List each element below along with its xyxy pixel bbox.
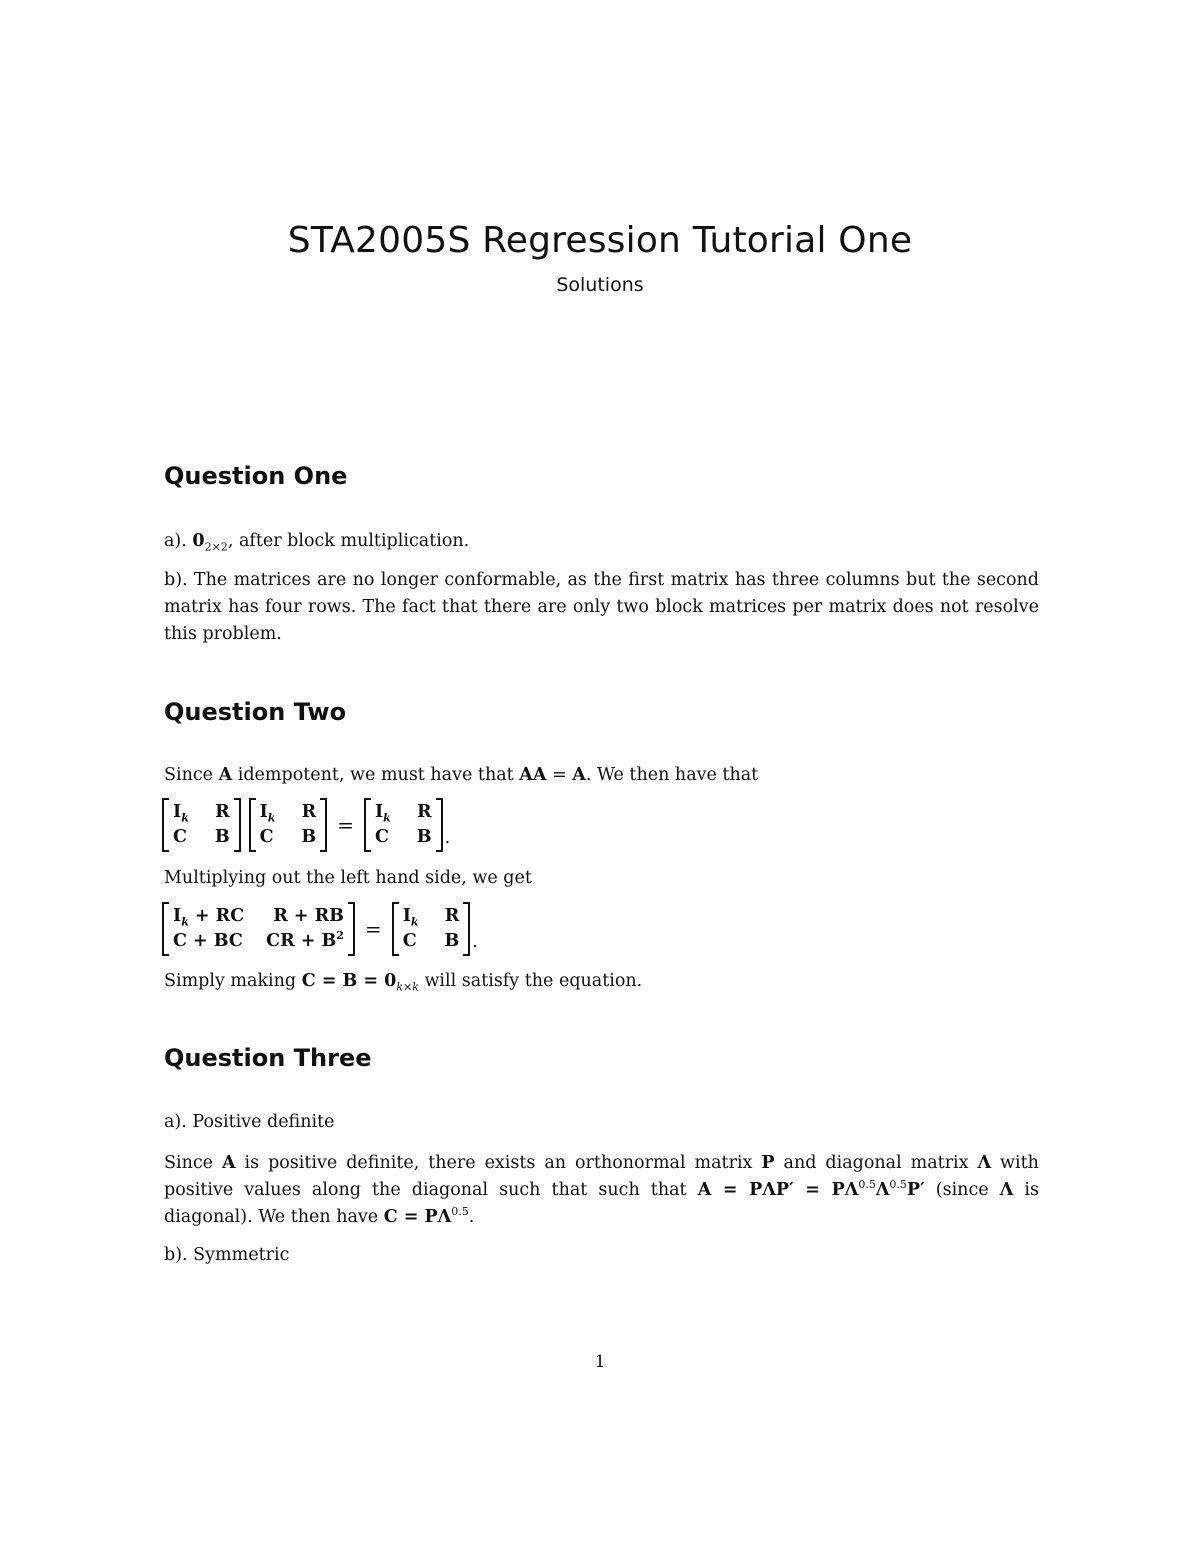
q2-line1-A2: A	[572, 765, 586, 785]
page-title: STA2005S Regression Tutorial One	[287, 220, 913, 261]
q1-part-a	[164, 528, 1039, 555]
page-subtitle: Solutions	[556, 274, 644, 296]
equals-sign: =	[337, 813, 354, 837]
q2-line1-AA: AA	[519, 765, 547, 785]
product-matrix: $I_k$ + RC R + RB C + BC CR + $B^2$	[162, 902, 355, 956]
q2-line1	[164, 762, 1039, 789]
q2-line1-a: Since	[164, 765, 214, 785]
matrix-3: $I_k$ R C B	[364, 798, 443, 852]
rhs-matrix: $I_k$ R C B	[392, 902, 471, 956]
q3-part-a-text: Since A is positive definite, there exists an orthonormal matrix P and diagonal matrix Λ with positive values along the diagonal such that such that $A = P\Lambda P' = P\Lambda^{0.5}\Lambda^{0.5}P'$ (since Λ is diagonal). We then have $C = P\Lambda^{0.5}$.	[164, 1153, 1039, 1227]
q3-part-a-label: a). Positive definite	[164, 1112, 335, 1132]
question-three-heading: Question Three	[164, 1044, 372, 1072]
q2-line1-eq: =	[552, 765, 567, 785]
matrix-1: $I_k$ R C B	[162, 798, 241, 852]
q2-line3: Simply making $C = B = 0_{k\times k}$ will satisfy the equation.	[164, 971, 643, 994]
q3-part-b-label: b). Symmetric	[164, 1245, 290, 1265]
q1-a-zero: 0	[192, 531, 205, 551]
q2-equation-1: $I_k$ R C B $I_k$ R C B = $I_k$ R C B .	[162, 798, 450, 852]
q2-line1-A: A	[218, 765, 233, 785]
q2-equation-2: $I_k$ + RC R + RB C + BC CR + $B^2$ = $I_k$ R C B .	[162, 902, 478, 956]
q1-a-text: , after block multiplication.	[227, 531, 470, 551]
question-two-heading: Question Two	[164, 698, 347, 726]
equals-sign-2: =	[364, 917, 382, 941]
q1-a-sub: 2×2	[204, 540, 228, 554]
q1-a-prefix: a).	[164, 531, 187, 551]
question-one-heading: Question One	[164, 462, 348, 490]
q1-part-b: b). The matrices are no longer conformable, as the first matrix has three columns but the second matrix has four rows. The fact that there are only two block matrices per matrix does not resolve this problem.	[164, 570, 1039, 644]
q2-line1-b: idempotent, we must have that	[237, 765, 514, 785]
page-number: 1	[594, 1352, 606, 1372]
matrix-2: $I_k$ R C B	[249, 798, 328, 852]
q2-line1-c: . We then have that	[585, 765, 759, 785]
q2-line2: Multiplying out the left hand side, we get	[164, 868, 532, 888]
